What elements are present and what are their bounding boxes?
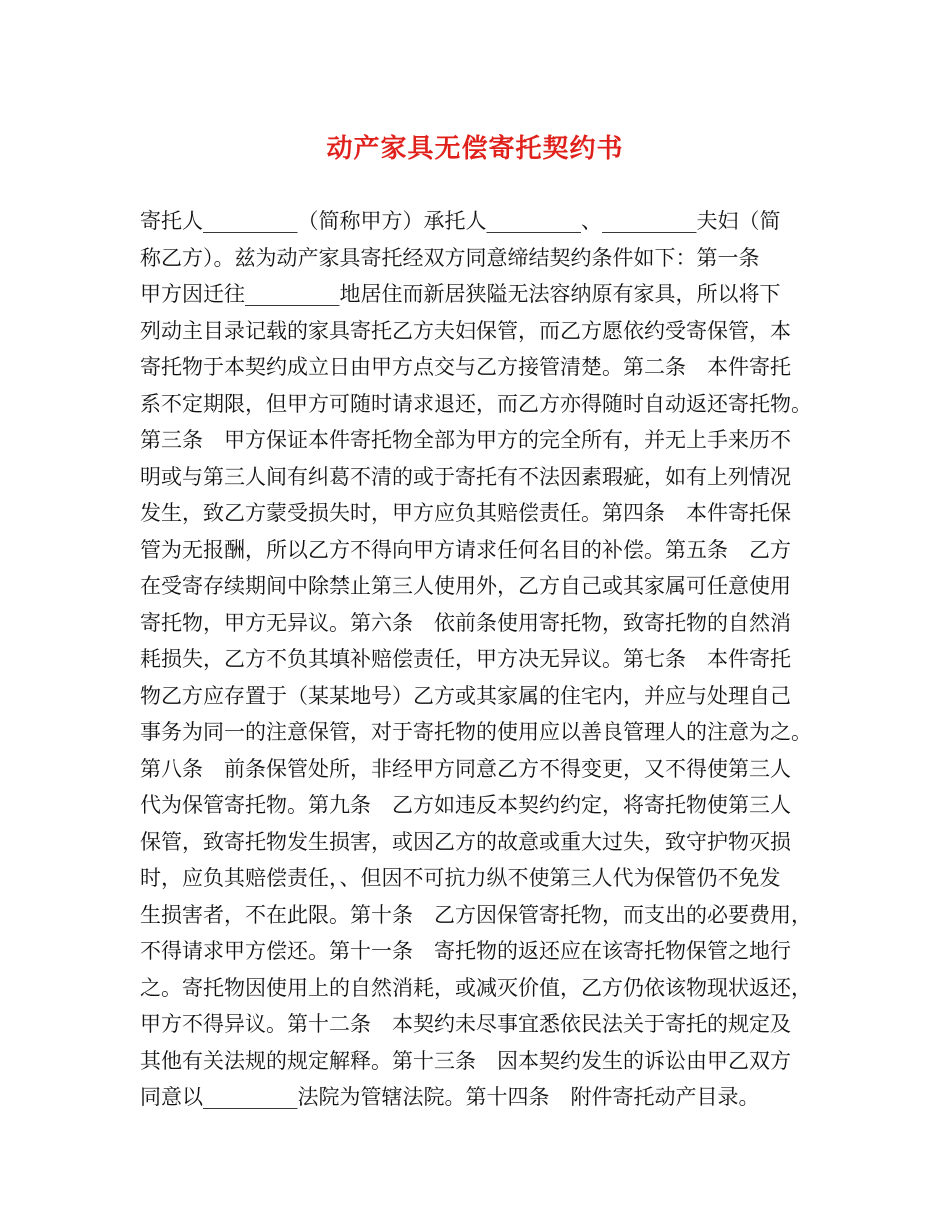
text-line: 发生，致乙方蒙受损失时，甲方应负其赔偿责任。第四条 本件寄托保 — [140, 501, 791, 525]
text-line: 称乙方）。兹为动产家具寄托经双方同意缔结契约条件如下：第一条 — [140, 245, 760, 270]
document-title: 动产家具无偿寄托契约书 — [326, 134, 624, 164]
text-line: 不得请求甲方偿还。第十一条 寄托物的返还应在该寄托物保管之地行 — [140, 939, 791, 963]
text-line: 系不定期限，但甲方可随时请求退还，而乙方亦得随时自动返还寄托物。 — [140, 391, 812, 416]
text-line: 保管，致寄托物发生损害，或因乙方的故意或重大过失，致守护物灭损 — [140, 829, 791, 854]
text-line: 之。寄托物因使用上的自然消耗，或减灭价值，乙方仍依该物现状返还， — [140, 975, 812, 1000]
text-line: 代为保管寄托物。第九条 乙方如违反本契约约定，将寄托物使第三人 — [140, 793, 791, 817]
text-line: 生损害者，不在此限。第十条 乙方因保管寄托物，而支出的必要费用， — [140, 902, 812, 927]
text-line: 寄托物于本契约成立日由甲方点交与乙方接管清楚。第二条 本件寄托 — [140, 355, 791, 379]
text-line: 寄托人_________（简称甲方）承托人_________、_________夫妇（简 — [140, 209, 781, 233]
text-line: 第三条 甲方保证本件寄托物全部为甲方的完全所有，并无上手来历不 — [140, 428, 791, 452]
text-line: 其他有关法规的规定解释。第十三条 因本契约发生的诉讼由甲乙双方 — [140, 1048, 791, 1073]
text-line: 管为无报酬，所以乙方不得向甲方请求任何名目的补偿。第五条 乙方 — [140, 537, 791, 562]
text-line: 在受寄存续期间中除禁止第三人使用外，乙方自己或其家属可任意使用 — [140, 574, 791, 598]
text-line: 甲方不得异议。第十二条 本契约未尽事宜悉依民法关于寄托的规定及 — [140, 1012, 791, 1036]
text-line: 事务为同一的注意保管，对于寄托物的使用应以善良管理人的注意为之。 — [140, 720, 812, 744]
text-line: 明或与第三人间有纠葛不清的或于寄托有不法因素瑕疵，如有上列情况 — [140, 464, 791, 489]
text-line: 列动主目录记载的家具寄托乙方夫妇保管，而乙方愿依约受寄保管，本 — [140, 318, 791, 343]
text-line: 物乙方应存置于（某某地号）乙方或其家属的住宅内，并应与处理自己 — [140, 683, 791, 708]
text-line: 时，应负其赔偿责任，、但因不可抗力纵不使第三人代为保管仍不免发 — [140, 866, 781, 890]
text-line: 第八条 前条保管处所，非经甲方同意乙方不得变更，又不得使第三人 — [140, 756, 791, 781]
text-line: 寄托物，甲方无异议。第六条 依前条使用寄托物，致寄托物的自然消 — [140, 610, 791, 635]
text-line: 同意以_________法院为管辖法院。第十四条 附件寄托动产目录。 — [140, 1085, 760, 1109]
text-line: 甲方因迁往_________地居住而新居狭隘无法容纳原有家具，所以将下 — [140, 282, 781, 306]
contract-body — [140, 203, 820, 1116]
text-line: 耗损失，乙方不负其填补赔偿责任，甲方决无异议。第七条 本件寄托 — [140, 647, 791, 671]
